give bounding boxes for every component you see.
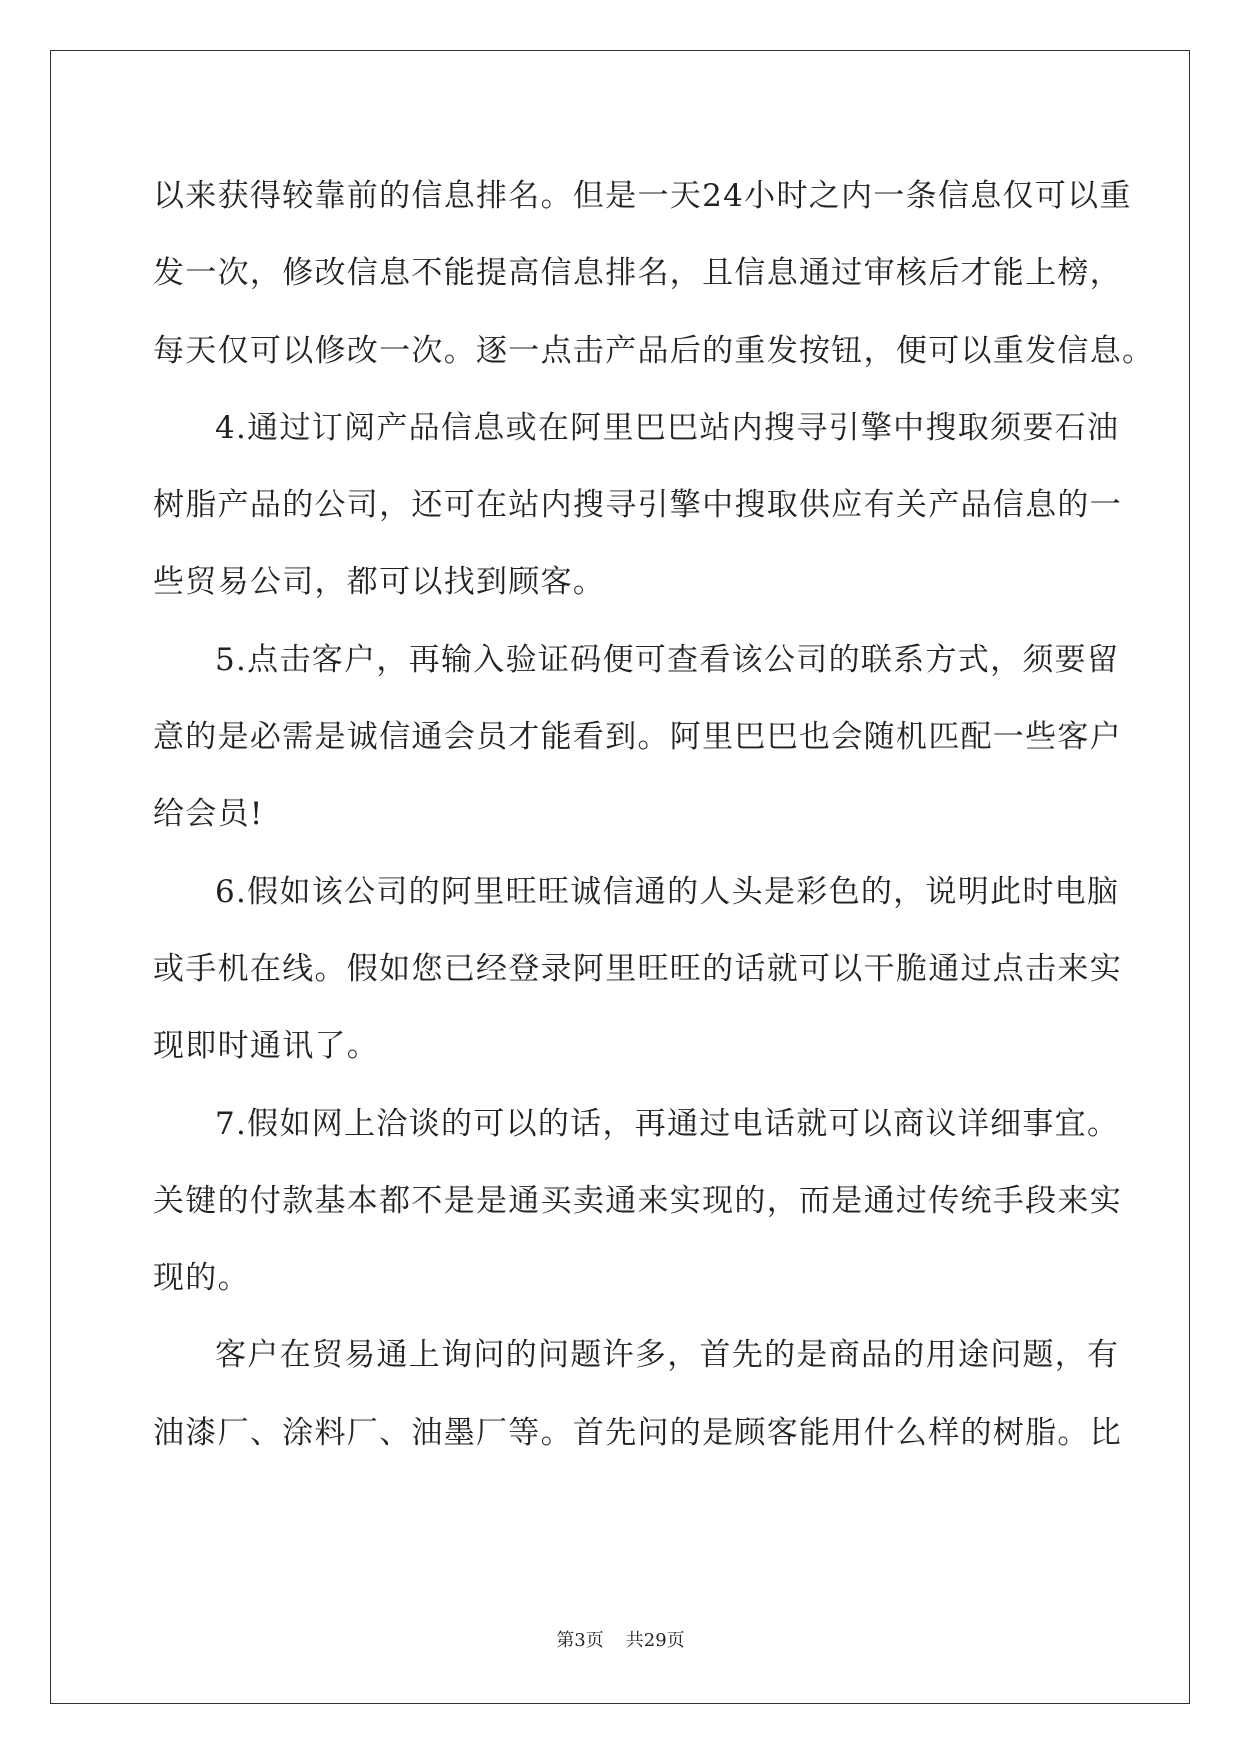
current-page-label: 第3页 bbox=[556, 1630, 604, 1651]
text-line: 5.点击客户，再输入验证码便可查看该公司的联系方式，须要留 bbox=[215, 641, 1120, 678]
text-line: 每天仅可以修改一次。逐一点击产品后的重发按钮，便可以重发信息。 bbox=[153, 332, 1155, 369]
text-line: 7.假如网上洽谈的可以的话，再通过电话就可以商议详细事宜。 bbox=[215, 1105, 1120, 1142]
document-body bbox=[153, 158, 1155, 1472]
text-line: 意的是必需是诚信通会员才能看到。阿里巴巴也会随机匹配一些客户 bbox=[153, 719, 1122, 756]
text-line: 发一次，修改信息不能提高信息排名，且信息通过审核后才能上榜， bbox=[153, 255, 1122, 292]
total-pages-label: 共29页 bbox=[625, 1630, 685, 1651]
page-footer bbox=[0, 1626, 1241, 1652]
text-line: 现即时通讯了。 bbox=[153, 1028, 380, 1065]
text-line: 以来获得较靠前的信息排名。但是一天24小时之内一条信息仅可以重 bbox=[153, 178, 1132, 214]
text-line: 油漆厂、涂料厂、油墨厂等。首先问的是顾客能用什么样的树脂。比 bbox=[153, 1414, 1122, 1451]
text-line: 或手机在线。假如您已经登录阿里旺旺的话就可以干脆通过点击来实 bbox=[153, 950, 1122, 987]
text-line: 6.假如该公司的阿里旺旺诚信通的人头是彩色的，说明此时电脑 bbox=[215, 873, 1120, 910]
text-line: 些贸易公司，都可以找到顾客。 bbox=[153, 564, 606, 601]
text-line: 客户在贸易通上询问的问题许多，首先的是商品的用途问题，有 bbox=[215, 1337, 1120, 1374]
text-line: 4.通过订阅产品信息或在阿里巴巴站内搜寻引擎中搜取须要石油 bbox=[215, 409, 1120, 446]
text-line: 树脂产品的公司，还可在站内搜寻引擎中搜取供应有关产品信息的一 bbox=[153, 487, 1122, 524]
text-line: 给会员! bbox=[153, 796, 264, 833]
text-line: 关键的付款基本都不是是通买卖通来实现的，而是通过传统手段来实 bbox=[153, 1182, 1122, 1219]
text-line: 现的。 bbox=[153, 1260, 250, 1297]
